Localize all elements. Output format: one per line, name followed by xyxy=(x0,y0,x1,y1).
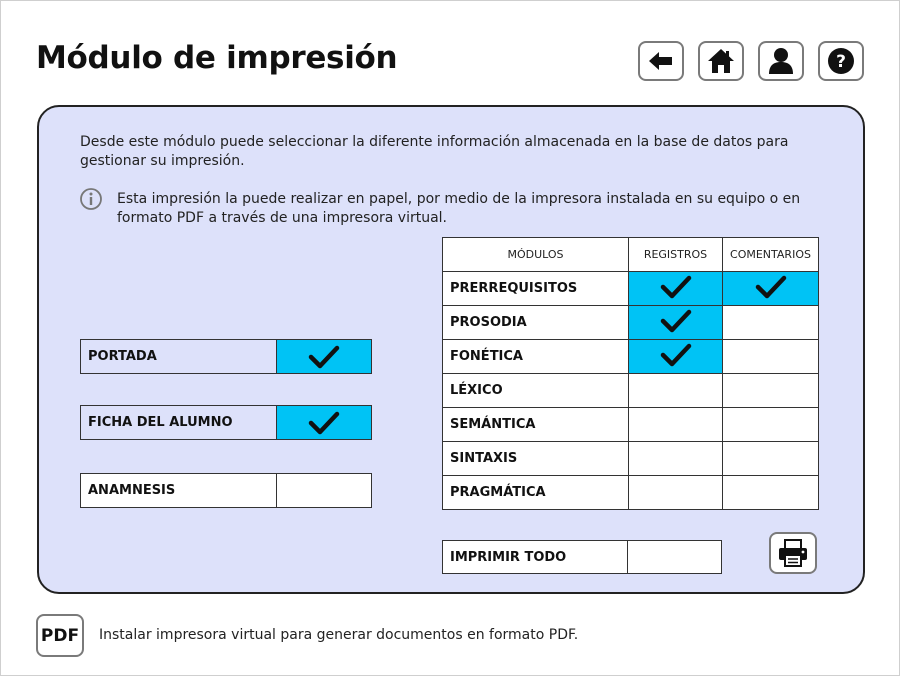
option-label-ficha-del-alumno: FICHA DEL ALUMNO xyxy=(80,405,277,440)
option-checkbox-anamnesis[interactable] xyxy=(276,473,372,508)
table-row xyxy=(443,272,819,306)
comentarios-checkbox[interactable] xyxy=(723,340,819,374)
checkmark-icon xyxy=(660,308,692,334)
table-row xyxy=(443,408,819,442)
registros-checkbox[interactable] xyxy=(629,408,723,442)
help-button[interactable] xyxy=(818,41,864,81)
modules-table xyxy=(442,237,819,510)
home-button[interactable] xyxy=(698,41,744,81)
table-row xyxy=(443,476,819,510)
comentarios-checkbox[interactable] xyxy=(723,408,819,442)
module-name: PRAGMÁTICA xyxy=(443,476,629,510)
comentarios-checkbox[interactable] xyxy=(723,374,819,408)
option-label-portada: PORTADA xyxy=(80,339,277,374)
back-arrow-icon xyxy=(646,46,676,76)
header-modulos: MÓDULOS xyxy=(443,238,629,272)
module-name: LÉXICO xyxy=(443,374,629,408)
info-icon xyxy=(79,187,103,211)
module-name: PROSODIA xyxy=(443,306,629,340)
print-all-label: IMPRIMIR TODO xyxy=(442,540,628,574)
user-button[interactable] xyxy=(758,41,804,81)
pdf-install-text: Instalar impresora virtual para generar documentos en formato PDF. xyxy=(99,627,579,643)
registros-checkbox[interactable] xyxy=(629,340,723,374)
home-icon xyxy=(706,46,736,76)
registros-checkbox[interactable] xyxy=(629,306,723,340)
comentarios-checkbox[interactable] xyxy=(723,476,819,510)
header-registros: REGISTROS xyxy=(629,238,723,272)
checkmark-icon xyxy=(660,274,692,300)
table-row xyxy=(443,306,819,340)
printer-icon xyxy=(777,538,809,568)
comentarios-checkbox[interactable] xyxy=(723,442,819,476)
checkmark-icon xyxy=(660,342,692,368)
option-label-anamnesis: ANAMNESIS xyxy=(80,473,277,508)
table-row xyxy=(443,442,819,476)
pdf-button[interactable]: PDF xyxy=(36,614,84,657)
registros-checkbox[interactable] xyxy=(629,374,723,408)
back-button[interactable] xyxy=(638,41,684,81)
table-row xyxy=(443,340,819,374)
page-title: Módulo de impresión xyxy=(36,40,398,76)
option-checkbox-ficha-del-alumno[interactable] xyxy=(276,405,372,440)
comentarios-checkbox[interactable] xyxy=(723,306,819,340)
module-name: SEMÁNTICA xyxy=(443,408,629,442)
registros-checkbox[interactable] xyxy=(629,272,723,306)
registros-checkbox[interactable] xyxy=(629,476,723,510)
comentarios-checkbox[interactable] xyxy=(723,272,819,306)
panel-description: Desde este módulo puede seleccionar la diferente información almacenada en la base de datos para gestionar su impresión. xyxy=(80,134,789,169)
checkmark-icon xyxy=(308,344,340,370)
module-name: FONÉTICA xyxy=(443,340,629,374)
registros-checkbox[interactable] xyxy=(629,442,723,476)
info-text: Esta impresión la puede realizar en papel, por medio de la impresora instalada en su equipo o en formato PDF a través de una impresora virtual. xyxy=(117,191,801,226)
checkmark-icon xyxy=(308,410,340,436)
module-name: PRERREQUISITOS xyxy=(443,272,629,306)
user-icon xyxy=(766,46,796,76)
help-icon xyxy=(826,46,856,76)
checkmark-icon xyxy=(755,274,787,300)
print-all-checkbox[interactable] xyxy=(627,540,722,574)
table-row xyxy=(443,374,819,408)
print-button[interactable] xyxy=(769,532,817,574)
option-checkbox-portada[interactable] xyxy=(276,339,372,374)
module-name: SINTAXIS xyxy=(443,442,629,476)
svg-text:?: ? xyxy=(836,52,846,72)
header-comentarios: COMENTARIOS xyxy=(723,238,819,272)
